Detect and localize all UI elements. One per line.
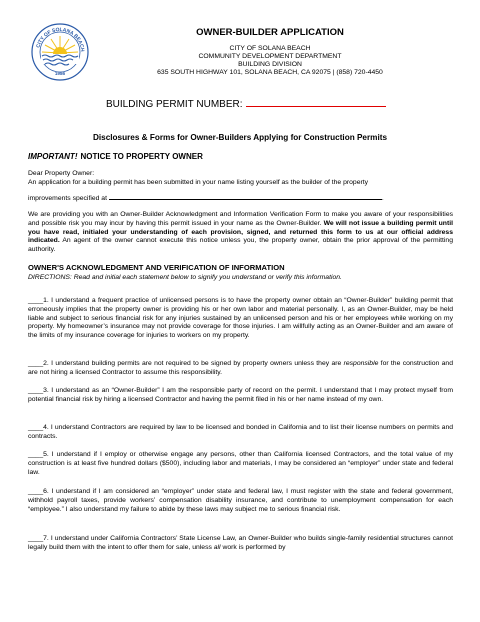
statement-6 [28, 488, 453, 514]
statement-1 [28, 297, 453, 341]
permit-number-field[interactable] [246, 97, 386, 107]
statement-6-text: 6. I understand if I am considered an “employer” under state and federal law, I must register with the state and federal government, withhold payroll taxes, provide workers’ compensation disability insurance, and contribute to unemployment compensation for each “employee.” I also understand my failure to abide by these laws may subject me to serious financial risk. [28, 488, 453, 513]
salutation: Dear Property Owner: [28, 170, 95, 177]
statement-3-text: 3. I understand as an “Owner-Builder” I am the responsible party of record on the permit. I understand that I may protect myself from potential financial risk by hiring a licensed Contractor and having the permit filed in his or her name instead of my own. [28, 387, 453, 403]
permit-condition-text: We will not issue a building permit until you have read, initialed your understanding of each provision, signed, and returned this form to us at our official address indicated. [28, 219, 453, 245]
initial-blank-7[interactable]: ____ [28, 535, 44, 542]
notice-title: NOTICE TO PROPERTY OWNER [80, 152, 203, 161]
statement-2-emphasis: responsible [343, 360, 379, 367]
statement-4 [28, 424, 453, 442]
initial-blank-3[interactable]: ____ [28, 387, 44, 394]
office-address: 635 SOUTH HIGHWAY 101, SOLANA BEACH, CA 92075 | (858) 720-4450 [157, 69, 383, 76]
statement-7 [28, 535, 453, 553]
improvements-row [28, 193, 453, 204]
important-label: IMPORTANT! [28, 152, 78, 161]
seal-year: 1986 [54, 71, 66, 76]
statement-5 [28, 451, 453, 477]
intro-text: An application for a building permit has been submitted in your name listing yourself as the builder of the property [28, 179, 369, 186]
division-name: BUILDING DIVISION [238, 61, 302, 68]
city-seal-logo [31, 23, 89, 81]
document-title: OWNER-BUILDER APPLICATION [196, 27, 344, 38]
statement-2 [28, 360, 453, 378]
responsibility-text: We are providing you with an Owner-Builder Acknowledgment and Information Verification Form to make you aware of your responsibilities and possible risk you may incur by having this permit issued in your name as the Owner-Builder. [28, 211, 453, 227]
directions-text: DIRECTIONS: Read and initial each statement below to signify you understand or verify this information. [28, 274, 342, 281]
city-name: CITY OF SOLANA BEACH [229, 45, 311, 52]
statement-7-text-a: 7. I understand under California Contractors’ State License Law, an Owner-Builder who builds single-family residential structures cannot legally build them with the intent to offer them for sale, unless [28, 535, 453, 551]
initial-blank-6[interactable]: ____ [28, 488, 44, 495]
agent-notice-text: An agent of the owner cannot execute this notice unless you, the property owner, obtain the prior approval of the permitting authority. [28, 237, 453, 254]
statement-2-text-b: for the construction and are not hiring a licensed Contractor to assume this responsibility. [28, 360, 453, 376]
department-name: COMMUNITY DEVELOPMENT DEPARTMENT [198, 53, 342, 60]
initial-blank-2[interactable]: ____ [28, 360, 44, 367]
initial-blank-1[interactable]: ____ [28, 297, 44, 304]
statement-1-text: 1. I understand a frequent practice of unlicensed persons is to have the property owner obtain an “Owner-Builder” building permit that erroneously implies that the property owner is providing his or her own labor and material personally. I, as an Owner-Builder, may be held liable and subject to serious financial risk for any injuries sustained by an unlicensed person and his or her employees while working on my property. My homeowner’s insurance may not provide coverage for those injuries. I am willfully acting as an Owner-Builder and am aware of the limits of my insurance coverage for injuries to workers on my property. [28, 297, 453, 340]
statement-7-text-b: work is performed by [220, 543, 286, 551]
statement-4-text: 4. I understand Contractors are required by law to be licensed and bonded in California and to list their license numbers on permits and contracts. [28, 424, 453, 440]
permit-number-row [106, 97, 386, 110]
document-subtitle: Disclosures & Forms for Owner-Builders Applying for Construction Permits [92, 133, 388, 142]
statement-3 [28, 387, 453, 405]
statement-2-text-a: 2. I understand building permits are not required to be signed by property owners unless they are [43, 360, 344, 367]
statement-7-emphasis: all [213, 543, 221, 551]
responsibility-paragraph [28, 211, 453, 255]
improvements-period: . [381, 195, 384, 202]
statement-5-text: 5. I understand if I employ or otherwise engage any persons, other than California licensed Contractors, and the total value of my construction is at least five hundred dollars ($500), including labor and materials, I may be considered an “employer” under state and federal law. [28, 451, 453, 476]
initial-blank-4[interactable]: ____ [28, 424, 44, 431]
svg-text:CITY OF SOLANA BEACH: CITY OF SOLANA BEACH [35, 26, 86, 52]
initial-blank-5[interactable]: ____ [28, 451, 44, 458]
permit-number-label: BUILDING PERMIT NUMBER: [106, 99, 243, 110]
notice-heading [28, 153, 453, 162]
acknowledgment-heading: OWNER'S ACKNOWLEDGMENT AND VERIFICATION OF INFORMATION [28, 263, 285, 272]
improvements-label: improvements specified at [28, 195, 107, 202]
improvements-address-field[interactable] [109, 193, 382, 200]
